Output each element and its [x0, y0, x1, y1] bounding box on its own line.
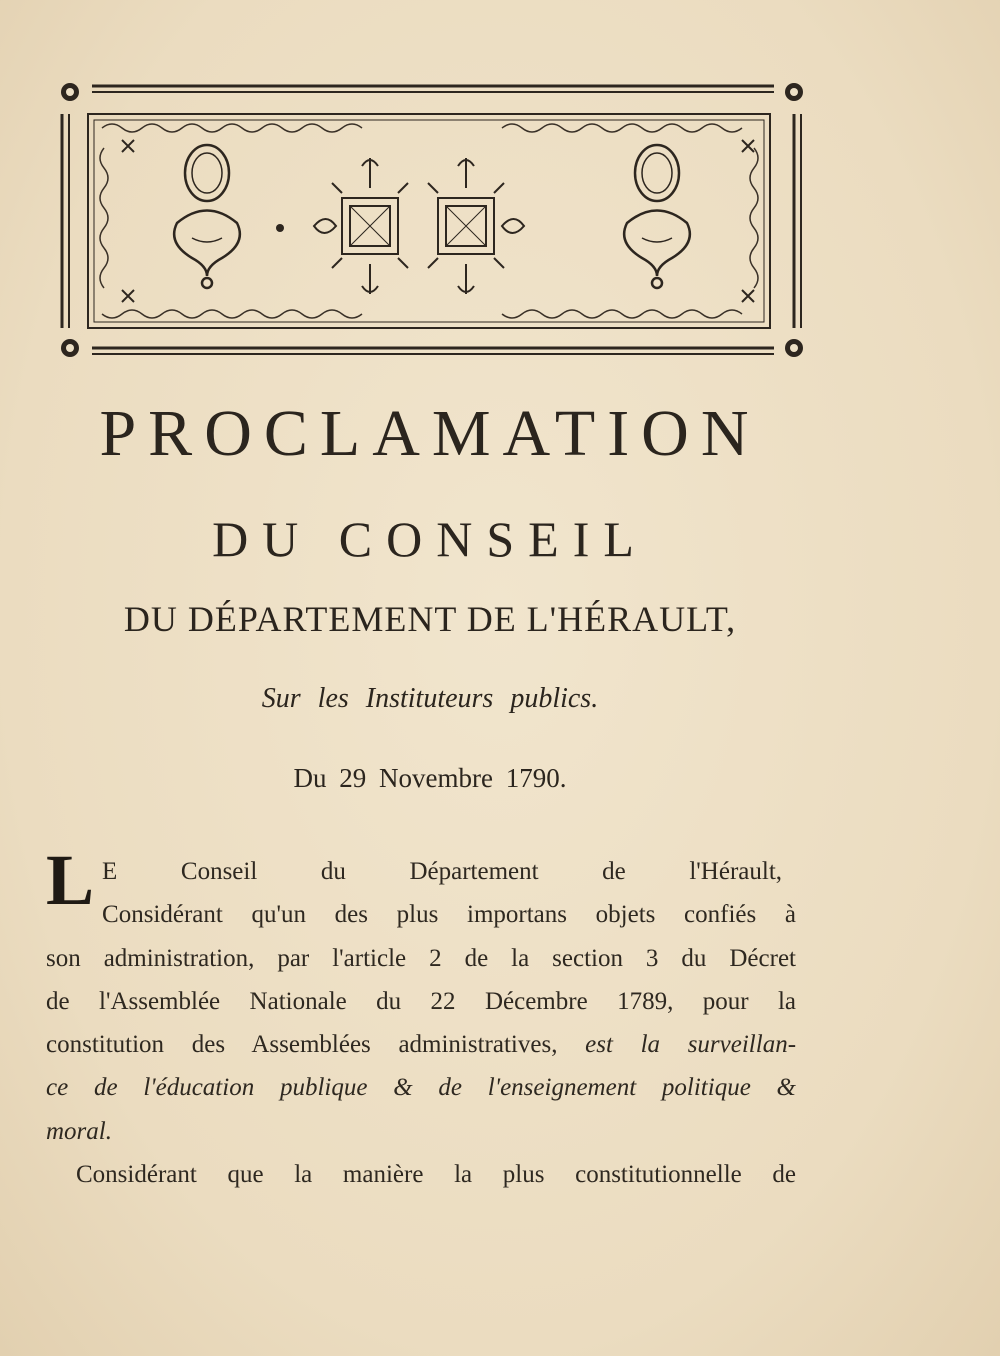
- text-line: [46, 1023, 796, 1066]
- text-line-roman: constitution des Assemblées administratives,: [46, 1031, 558, 1059]
- body-text: [46, 840, 797, 1196]
- text-line: de l'Assemblée Nationale du 22 Décembre 1789, pour la: [46, 987, 796, 1015]
- text-line: son administration, par l'article 2 de la section 3 du Décret: [46, 944, 796, 972]
- text-line-content: E Conseil du Département de l'Hérault,: [102, 858, 783, 885]
- drop-cap: L: [46, 840, 95, 920]
- text-line: moral.: [46, 1117, 112, 1145]
- text-line: ce de l'éducation publique & de l'enseignement politique &: [46, 1074, 796, 1102]
- title-du-conseil: DU CONSEIL: [212, 511, 648, 567]
- subtitle: Sur les Instituteurs publics.: [261, 683, 599, 714]
- text-line: Considérant qu'un des plus importans objets confiés à: [102, 901, 796, 929]
- title-departement: DU DÉPARTEMENT DE L'HÉRAULT,: [123, 599, 737, 639]
- title-proclamation: PROCLAMATION: [99, 397, 761, 470]
- text-line: Considérant que la manière la plus constitutionnelle de: [76, 1161, 796, 1189]
- ornamental-headpiece: [52, 78, 812, 363]
- date-line: Du 29 Novembre 1790.: [293, 763, 567, 793]
- text-line-italic: est la surveillan-: [585, 1031, 797, 1059]
